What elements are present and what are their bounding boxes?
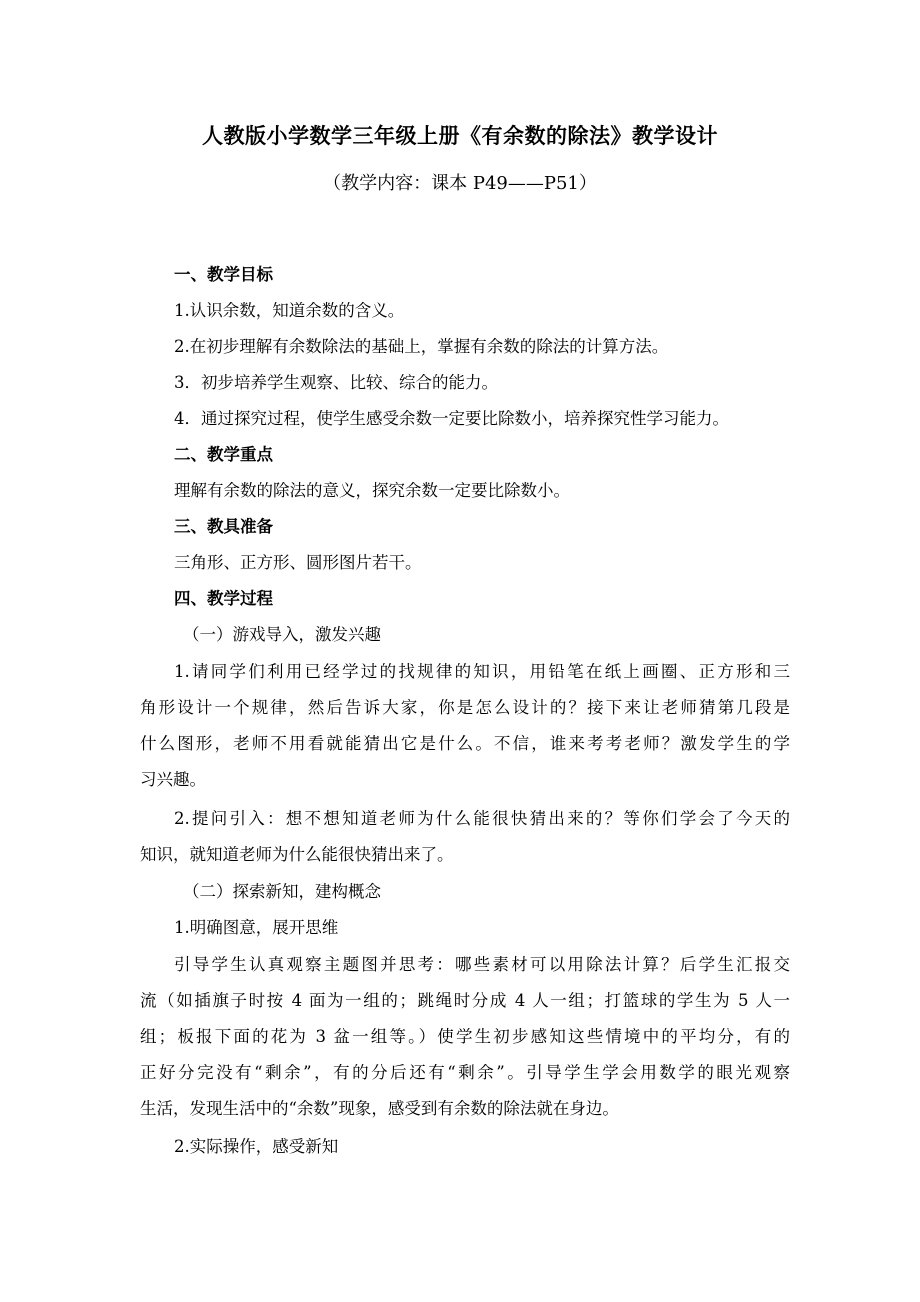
- section-heading-key-points: 二、教学重点: [174, 445, 273, 464]
- materials-text: 三角形、正方形、圆形图片若干。: [174, 553, 422, 572]
- paragraph-question-intro: [140, 800, 790, 875]
- paragraph-line: 流（如插旗子时按 4 面为一组的；跳绳时分成 4 人一组；打篮球的学生为 5 人一: [140, 991, 790, 1010]
- paragraph-line: 习兴趣。: [140, 770, 206, 789]
- document-subtitle: （教学内容：课本 P49——P51）: [323, 173, 597, 194]
- objective-item: 1.认识余数，知道余数的含义。: [174, 301, 405, 320]
- paragraph-line: 组；板报下面的花为 3 盆一组等。）使学生初步感知这些情境中的平均分，有的: [140, 1027, 790, 1046]
- paragraph-line: 引导学生认真观察主题图并思考：哪些素材可以用除法计算？后学生汇报交: [174, 955, 790, 974]
- subsection-heading-intro: （一）游戏导入，激发兴趣: [183, 625, 381, 644]
- paragraph-line: 2.提问引入：想不想知道老师为什么能很快猜出来的？等你们学会了今天的: [174, 808, 790, 828]
- key-points-text: 理解有余数的除法的意义，探究余数一定要比除数小。: [174, 481, 570, 500]
- paragraph-line: 角形设计一个规律，然后告诉大家，你是怎么设计的？接下来让老师猜第几段是: [140, 698, 790, 717]
- section-heading-objectives: 一、教学目标: [174, 265, 273, 284]
- sub-step-heading: 2.实际操作，感受新知: [174, 1136, 339, 1156]
- paragraph-line: 正好分完没有“剩余”，有的分后还有“剩余”。引导学生学会用数学的眼光观察: [140, 1063, 790, 1082]
- paragraph-line: 1.请同学们利用已经学过的找规律的知识，用铅笔在纸上画圈、正方形和三: [174, 662, 790, 681]
- section-heading-process: 四、教学过程: [174, 589, 273, 608]
- subsection-heading-explore: （二）探索新知，建构概念: [183, 882, 381, 901]
- paragraph-observe: [140, 946, 790, 1129]
- section-heading-materials: 三、教具准备: [174, 517, 273, 536]
- paragraph-line: 生活，发现生活中的“余数”现象，感受到有余数的除法就在身边。: [140, 1099, 619, 1118]
- paragraph-game-intro: [140, 653, 790, 800]
- objective-item: 3．初步培养学生观察、比较、综合的能力。: [174, 373, 498, 392]
- paragraph-line: 知识，就知道老师为什么能很快猜出来了。: [140, 844, 454, 864]
- objective-item: 4．通过探究过程，使学生感受余数一定要比除数小，培养探究性学习能力。: [174, 409, 729, 428]
- sub-step-heading: 1.明确图意，展开思维: [174, 918, 339, 937]
- paragraph-line: 什么图形，老师不用看就能猜出它是什么。不信，谁来考考老师？激发学生的学: [140, 734, 790, 753]
- document-body: [140, 257, 790, 1165]
- document-title: 人教版小学数学三年级上册《有余数的除法》教学设计: [202, 124, 718, 148]
- objective-item: 2.在初步理解有余数除法的基础上，掌握有余数的除法的计算方法。: [174, 337, 669, 356]
